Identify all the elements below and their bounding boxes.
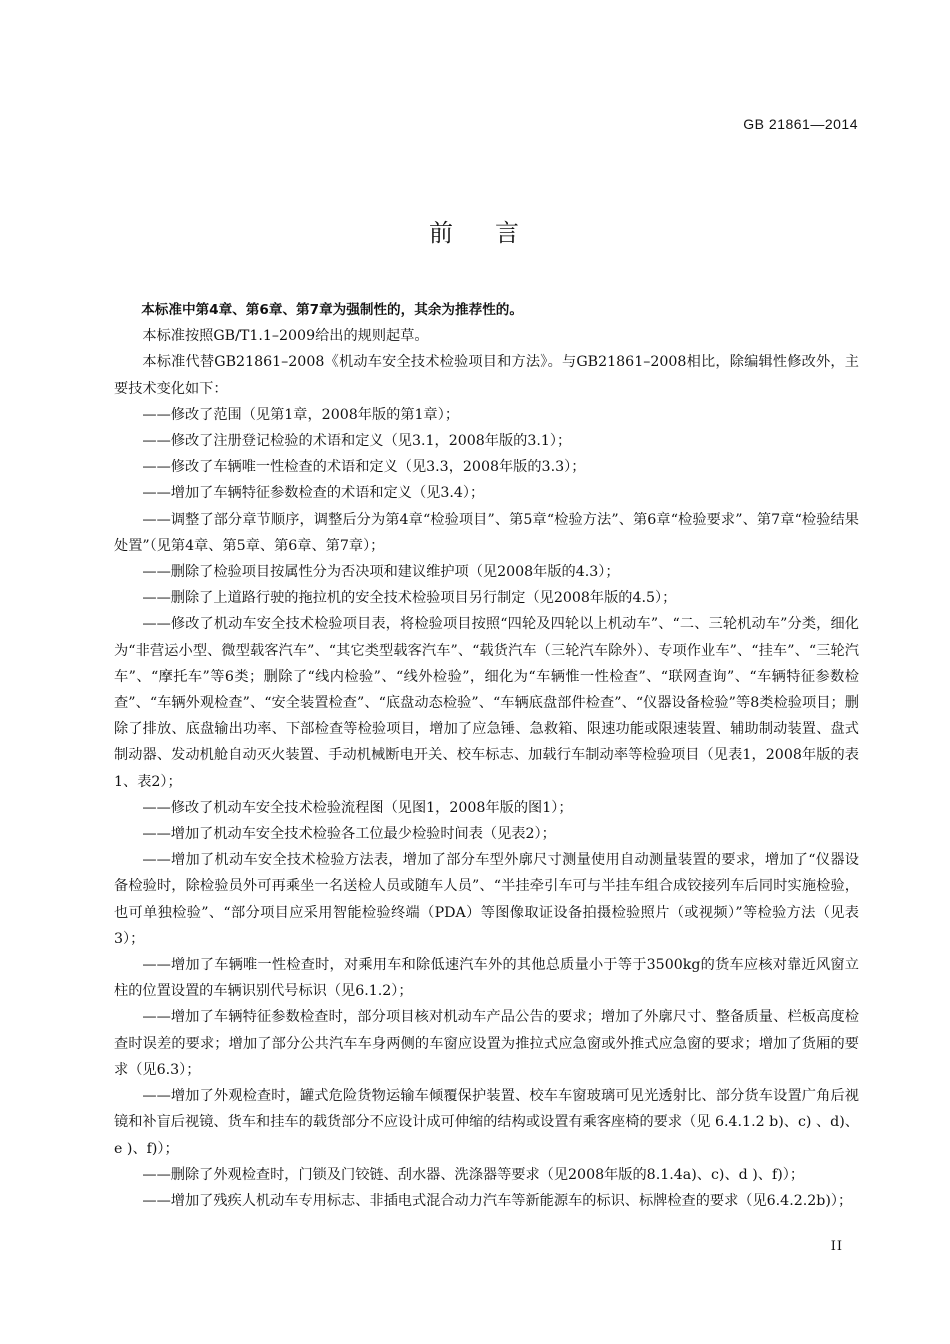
change-item: ——删除了外观检查时，门锁及门铰链、刮水器、洗涤器等要求（见2008年版的8.1.4a)、c)、d )、f)）； [142,1166,805,1183]
change-item: ——修改了机动车安全技术检验流程图（见图1，2008年版的图1）； [142,799,573,816]
change-item: ——修改了范围（见第1章，2008年版的第1章）； [142,406,460,423]
change-item: ——增加了机动车安全技术检验各工位最少检验时间表（见表2）； [142,826,556,843]
change-item: ——修改了注册登记检验的术语和定义（见3.1，2008年版的3.1）； [142,433,572,450]
change-item: ——修改了机动车安全技术检验项目表，将检验项目按照“四轮及四轮以上机动车”、“二、三轮机动车”分类，细化为“非营运小型、微型载客汽车”、“其它类型载客汽车”、“载货汽车（三轮汽车除外）、专项作业车”、“挂车”、“三轮汽车”、“摩托车”等6类；删除了“线内检验”、“线外检验”，细化为“车辆惟一性检查”、“联网查询”、“车辆特征参数检查”、“车辆外观检查”、“安全装置检查”、“底盘动态检验”、“车辆底盘部件检查”、“仪器设备检验”等8类检验项目；删除了排放、底盘输出功率、下部检查等检验项目，增加了应急锤、急救箱、限速功能或限速装置、辅助制动装置、盘式制动器、发动机舱自动灭火装置、手动机械断电开关、校车标志、加载行车制动率等检验项目（见表1，2008年版的表1、表2）； [114,616,859,790]
replacement-statement: 本标准代替GB21861–2008《机动车安全技术检验项目和方法》。与GB21861–2008相比，除编辑性修改外，主要技术变化如下： [114,354,859,397]
change-item: ——增加了车辆特征参数检查的术语和定义（见3.4）； [142,485,485,502]
title-char-2: 言 [495,219,521,247]
page-title [0,213,950,248]
change-item: ——修改了车辆唯一性检查的术语和定义（见3.3，2008年版的3.3）； [142,459,586,476]
change-item: ——增加了车辆唯一性检查时，对乘用车和除低速汽车外的其他总质量小于等于3500kg的货车应核对靠近风窗立柱的位置设置的车辆识别代号标识（见6.1.2）； [114,957,859,1000]
standard-code: GB 21861—2014 [743,116,858,132]
mandatory-clause-statement: 本标准中第4章、第6章、第7章为强制性的，其余为推荐性的。 [141,302,523,318]
change-item: ——增加了外观检查时，罐式危险货物运输车倾覆保护装置、校车车窗玻璃可见光透射比、部分货车设置广角后视镜和补盲后视镜、货车和挂车的载货部分不应设计成可伸缩的结构或设置有乘客座椅的要求（见 6.4.1.2 b)、c) 、d)、e )、f)）； [114,1088,859,1157]
title-char-1: 前 [429,219,455,247]
change-item: ——增加了机动车安全技术检验方法表，增加了部分车型外廓尺寸测量使用自动测量装置的要求，增加了“仪器设备检验时，除检验员外可再乘坐一名送检人员或随车人员”、“半挂牵引车可与半挂车组合成铰接列车后同时实施检验，也可单独检验”、“部分项目应采用智能检验终端（PDA）等图像取证设备拍摄检验照片（或视频）”等检验方法（见表3）； [114,852,859,947]
change-item: ——删除了上道路行驶的拖拉机的安全技术检验项目另行制定（见2008年版的4.5）； [142,590,677,607]
drafting-rule-statement: 本标准按照GB/T1.1–2009给出的规则起草。 [142,328,429,345]
change-item: ——调整了部分章节顺序，调整后分为第4章“检验项目”、第5章“检验方法”、第6章“检验要求”、第7章“检验结果处置”（见第4章、第5章、第6章、第7章）； [114,511,859,554]
change-item: ——增加了车辆特征参数检查时，部分项目核对机动车产品公告的要求；增加了外廓尺寸、整备质量、栏板高度检查时误差的要求；增加了部分公共汽车车身两侧的车窗应设置为推拉式应急窗或外推式应急窗的要求；增加了货厢的要求（见6.3）； [114,1009,859,1078]
foreword-body [114,297,859,1214]
change-item: ——增加了残疾人机动车专用标志、非插电式混合动力汽车等新能源车的标识、标牌检查的要求（见6.4.2.2b)）； [142,1192,853,1209]
change-item: ——删除了检验项目按属性分为否决项和建议维护项（见2008年版的4.3）； [142,564,620,581]
page-number: II [830,1239,843,1254]
